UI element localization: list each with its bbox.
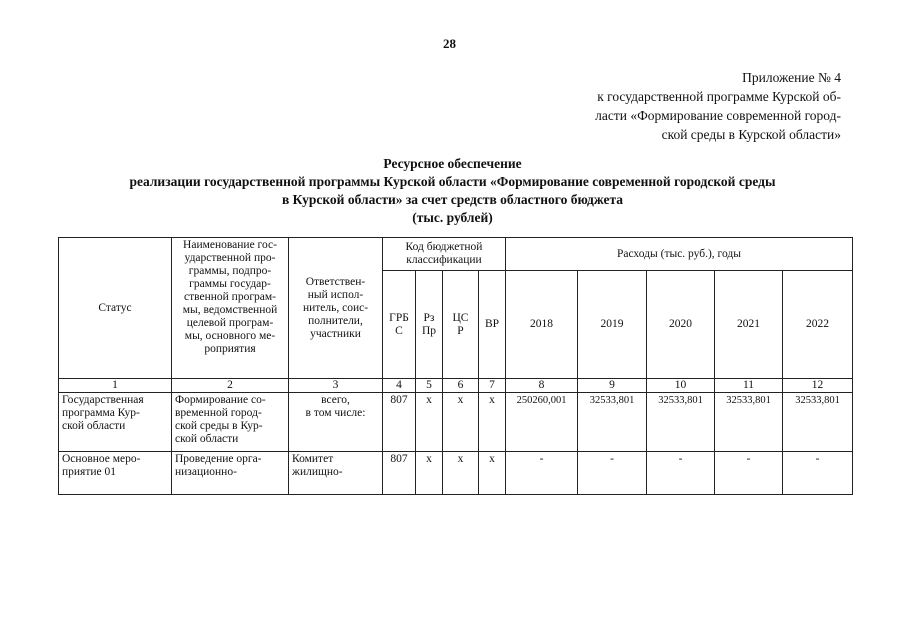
row-vr: х [479,393,506,452]
header-year: 2018 [506,271,578,379]
table-row [59,393,853,452]
row-status: Государственная программа Кур- ской области [59,393,172,452]
header-year: 2020 [647,271,715,379]
column-number: 4 [383,379,416,393]
row-value: - [715,452,783,495]
table-row [59,452,853,495]
header-executor: Ответствен- ный испол- нитель, соис- полнители, участники [289,238,383,379]
column-number: 6 [443,379,479,393]
column-number: 9 [578,379,647,393]
appendix-line: Приложение № 4 [742,70,841,85]
row-grbs: 807 [383,393,416,452]
row-value: 32533,801 [783,393,853,452]
column-number: 12 [783,379,853,393]
row-value: - [647,452,715,495]
column-number: 11 [715,379,783,393]
column-number: 2 [172,379,289,393]
row-value: - [506,452,578,495]
column-number-row [59,379,853,393]
header-csr: ЦС Р [443,271,479,379]
row-vr: х [479,452,506,495]
page-number: 28 [443,36,456,51]
row-csr: х [443,393,479,452]
row-rzpr: х [416,452,443,495]
appendix-line: ласти «Формирование современной город- [595,108,841,123]
row-value: 32533,801 [647,393,715,452]
header-year: 2019 [578,271,647,379]
row-status: Основное меро- приятие 01 [59,452,172,495]
row-value: 250260,001 [506,393,578,452]
row-grbs: 807 [383,452,416,495]
document-title [0,155,905,227]
row-rzpr: х [416,393,443,452]
row-value: 32533,801 [715,393,783,452]
column-number: 5 [416,379,443,393]
row-value: - [783,452,853,495]
column-number: 10 [647,379,715,393]
header-expenses: Расходы (тыс. руб.), годы [506,238,853,271]
header-year: 2021 [715,271,783,379]
header-grbs: ГРБ С [383,271,416,379]
appendix-note [595,68,841,144]
row-name: Формирование со- временной город- ской среды в Кур- ской области [172,393,289,452]
header-name: Наименование гос- ударственной про- граммы, подпро- граммы государ- ственной програм- мы, ведомственной целевой програм- мы, основного ме- роприятия [172,238,289,379]
header-budget-code: Код бюджетной классификации [383,238,506,271]
column-number: 3 [289,379,383,393]
header-rzpr: Рз Пр [416,271,443,379]
title-line: в Курской области» за счет средств областного бюджета [281,192,624,207]
column-number: 7 [479,379,506,393]
column-number: 1 [59,379,172,393]
row-csr: х [443,452,479,495]
row-value: 32533,801 [578,393,647,452]
title-line: (тыс. рублей) [412,210,493,225]
header-row [59,238,853,271]
appendix-line: к государственной программе Курской об- [597,89,841,104]
row-name: Проведение орга- низационно- [172,452,289,495]
title-line: реализации государственной программы Курской области «Формирование современной городской среды [129,174,776,189]
header-year: 2022 [783,271,853,379]
column-number: 8 [506,379,578,393]
title-line: Ресурсное обеспечение [383,156,522,171]
row-executor: Комитет жилищно- [289,452,383,495]
resource-table [58,237,853,495]
row-executor: всего, в том числе: [289,393,383,452]
header-vr: ВР [479,271,506,379]
header-status: Статус [59,238,172,379]
appendix-line: ской среды в Курской области» [661,127,841,142]
row-value: - [578,452,647,495]
